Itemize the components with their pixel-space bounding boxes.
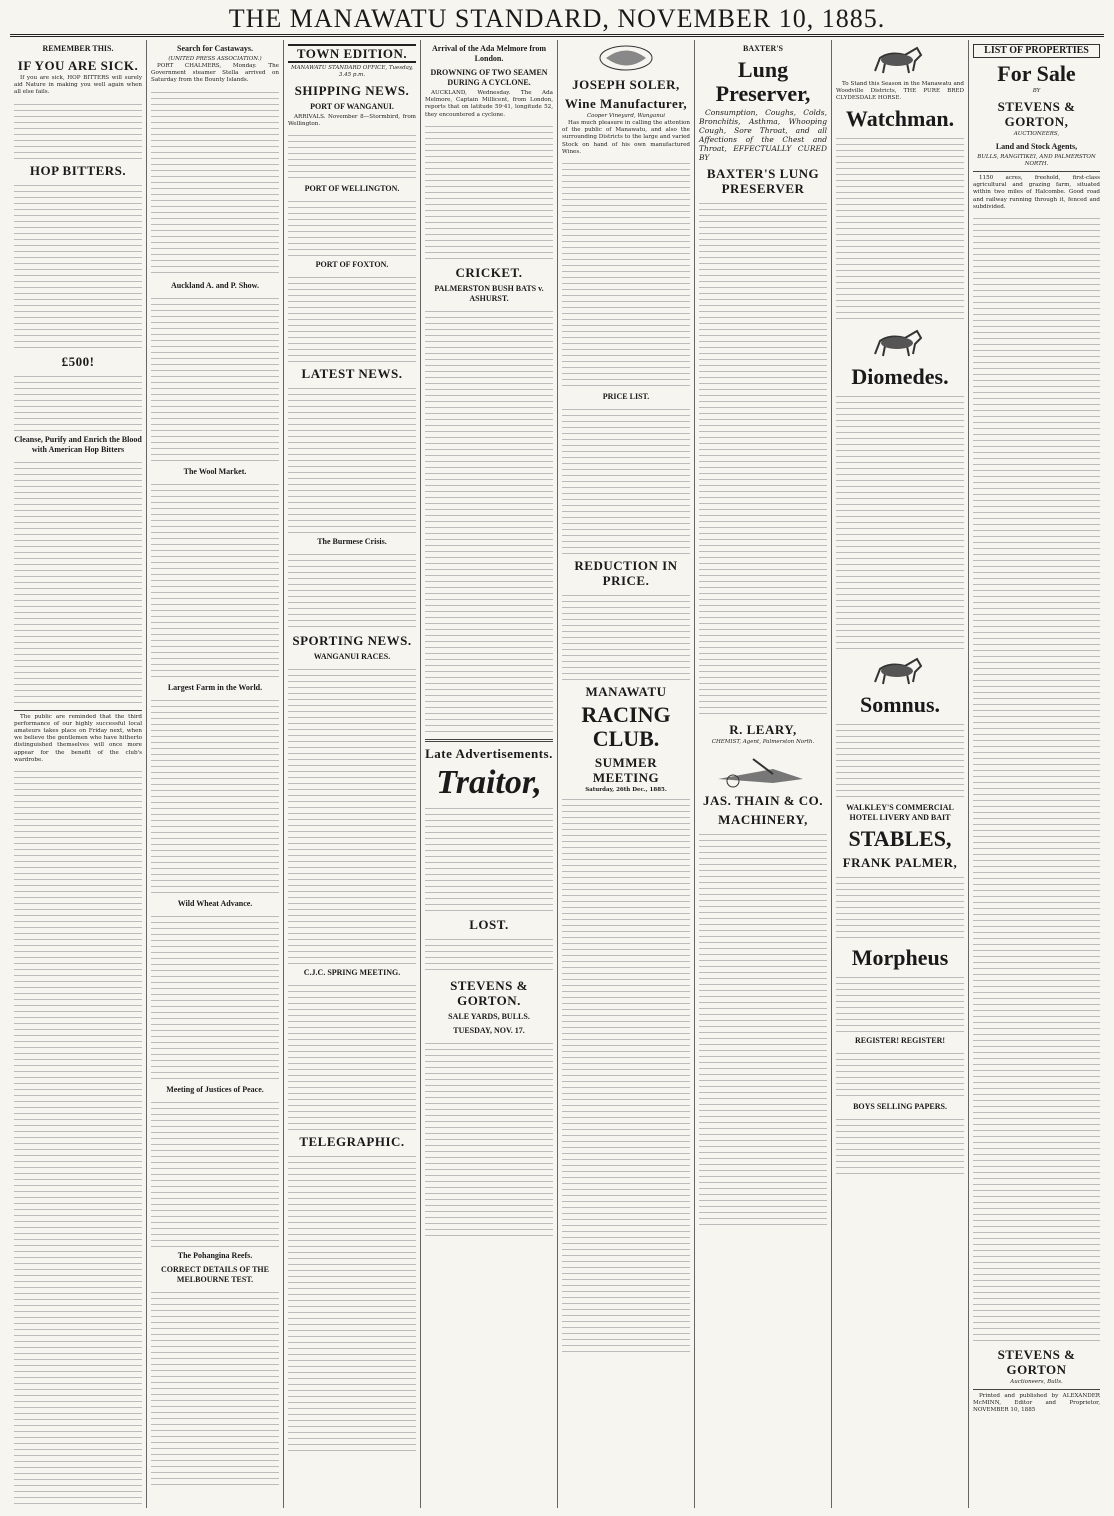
column-1 bbox=[10, 40, 147, 1508]
headline-register: REGISTER! REGISTER! bbox=[854, 1035, 946, 1045]
headline-melbourne-test: CORRECT DETAILS OF THE MELBOURNE TEST. bbox=[161, 1264, 269, 1284]
divider bbox=[14, 710, 142, 711]
text-block bbox=[562, 404, 690, 554]
auctioneers-line: AUCTIONEERS, bbox=[1013, 131, 1060, 137]
meeting-date: Saturday, 26th Dec., 1885. bbox=[585, 787, 667, 794]
headline-price-list: PRICE LIST. bbox=[602, 392, 650, 402]
column-5 bbox=[558, 40, 695, 1508]
column-6 bbox=[695, 40, 832, 1508]
text-block bbox=[151, 695, 279, 895]
headline-somnus: Somnus. bbox=[859, 691, 941, 717]
column-7 bbox=[832, 40, 969, 1508]
headline-wheat: Wild Wheat Advance. bbox=[177, 898, 253, 908]
headline-ada-melmore: Arrival of the Ada Melmore from London. bbox=[431, 44, 547, 63]
divider bbox=[425, 739, 553, 742]
headline-manawatu: MANAWATU bbox=[585, 684, 667, 700]
text-block bbox=[14, 99, 142, 159]
text-block bbox=[425, 934, 553, 974]
text-block bbox=[151, 911, 279, 1081]
headline-pohangina: The Pohangina Reefs. bbox=[177, 1250, 253, 1260]
headline-baxters-lung: BAXTER'S LUNG PRESERVER bbox=[706, 166, 820, 196]
paragraph-wine: Has much pleasure in calling the attention of the public of Manawatu, and also the surrounding Districts to the large and varied Stock on hand of his own manufactured Wines. bbox=[562, 120, 690, 155]
text-block bbox=[836, 719, 964, 799]
headline-cricket: CRICKET. bbox=[455, 264, 523, 280]
headline-port-foxton: PORT OF FOXTON. bbox=[315, 260, 389, 270]
divider bbox=[973, 1389, 1100, 1390]
text-block bbox=[836, 872, 964, 942]
headline-machinery: MACHINERY, bbox=[718, 812, 808, 827]
headline-thain: JAS. THAIN & CO. bbox=[702, 793, 824, 808]
column-4 bbox=[421, 40, 558, 1508]
paragraph-clydesdale: To Stand this Season in the Manawatu and Woodville Districts, THE PURE BRED CLYDESDALE HORSE. bbox=[836, 81, 964, 102]
headline-cjc: C.J.C. SPRING MEETING. bbox=[303, 968, 401, 978]
page-columns bbox=[10, 40, 1104, 1508]
headline-lost: LOST. bbox=[469, 916, 509, 932]
text-block bbox=[288, 664, 416, 964]
headline-auckland-show: Auckland A. and P. Show. bbox=[171, 280, 259, 290]
headline-stevens-gorton-list: STEVENS & GORTON, bbox=[997, 99, 1076, 129]
headline-hop-bitters: HOP BITTERS. bbox=[29, 162, 127, 178]
headline-summer-meeting: SUMMER MEETING bbox=[592, 755, 660, 786]
headline-remember: REMEMBER THIS. bbox=[42, 44, 114, 53]
text-block bbox=[836, 1114, 964, 1174]
column-8 bbox=[969, 40, 1104, 1508]
text-block bbox=[288, 383, 416, 533]
headline-cleanse: Cleanse, Purify and Enrich the Blood with American Hop Bitters bbox=[14, 434, 142, 454]
horse-icon bbox=[865, 43, 935, 78]
text-block bbox=[699, 829, 827, 1229]
office-line: MANAWATU STANDARD OFFICE, Tuesday, 3.45 p.m. bbox=[290, 65, 414, 78]
crest-icon bbox=[596, 43, 656, 73]
imprint: Printed and published by ALEXANDER McMINN, Editor and Proprietor, NOVEMBER 10, 1885 bbox=[973, 1393, 1100, 1414]
headline-town-edition: TOWN EDITION. bbox=[288, 44, 416, 63]
paragraph-ada-melmore: AUCKLAND, Wednesday. The Ada Melmore, Captain Millicent, from London, reports that on latitude 59·41, longitude 52, they encountered a cyclone. bbox=[425, 90, 553, 118]
vineyard-line: Cooper Vineyard, Wanganui bbox=[586, 113, 666, 119]
text-block bbox=[288, 549, 416, 629]
text-block bbox=[699, 198, 827, 718]
paragraph-property-1: 1150 acres, freehold, first-class agricultural and grazing farm, situated within two miles of Halcombe. Good road and railway running through it, fenced and subdivided. bbox=[973, 175, 1100, 210]
location-line: BULLS, RANGITIKEI, AND PALMERSTON NORTH. bbox=[977, 154, 1096, 167]
text-block bbox=[151, 1287, 279, 1487]
headline-wanganui-races: WANGANUI RACES. bbox=[313, 652, 391, 662]
headline-wool-market: The Wool Market. bbox=[183, 466, 247, 476]
headline-baxters: BAXTER'S bbox=[742, 44, 783, 53]
paragraph-sick: If you are sick, HOP BITTERS will surely aid Nature in making you well again when all else fails. bbox=[14, 75, 142, 96]
headline-land-stock: Land and Stock Agents, bbox=[995, 142, 1078, 151]
headline-stables: STABLES, bbox=[848, 825, 952, 851]
divider bbox=[973, 171, 1100, 172]
text-block bbox=[151, 87, 279, 277]
by-line: BY bbox=[1032, 88, 1041, 94]
headline-sporting: SPORTING NEWS. bbox=[292, 633, 412, 649]
headline-diomedes: Diomedes. bbox=[851, 363, 949, 389]
text-block bbox=[151, 293, 279, 463]
headline-stevens-gorton-footer: STEVENS & GORTON bbox=[997, 1347, 1076, 1378]
headline-racing-club: RACING CLUB. bbox=[581, 702, 671, 752]
headline-traitor: Traitor, bbox=[436, 763, 542, 801]
text-block bbox=[836, 1048, 964, 1098]
text-block bbox=[288, 272, 416, 362]
headline-reduction: REDUCTION IN PRICE. bbox=[574, 558, 678, 589]
headline-burmese: The Burmese Crisis. bbox=[317, 537, 387, 547]
headline-late-ads: Late Advertisements. bbox=[425, 745, 553, 761]
text-block bbox=[973, 213, 1100, 1343]
headline-castaways: Search for Castaways. bbox=[177, 44, 253, 53]
chemist-line: CHEMIST, Agent, Palmerston North. bbox=[711, 739, 815, 745]
text-block bbox=[836, 133, 964, 323]
text-block bbox=[14, 766, 142, 1508]
headline-telegraphic: TELEGRAPHIC. bbox=[299, 1134, 405, 1150]
horse-icon bbox=[865, 326, 935, 361]
text-block bbox=[14, 180, 142, 350]
text-block bbox=[425, 121, 553, 261]
headline-joseph-soler: JOSEPH SOLER, bbox=[572, 77, 680, 92]
paragraph-castaways: PORT CHALMERS, Monday. The Government steamer Stella arrived on Saturday from the Bounty Islands. bbox=[151, 63, 279, 84]
text-block bbox=[836, 972, 964, 1032]
text-block bbox=[836, 391, 964, 651]
text-block bbox=[562, 590, 690, 680]
paragraph-arrivals: ARRIVALS. November 8—Stormbird, from Wellington. bbox=[288, 114, 416, 128]
headline-largest-farm: Largest Farm in the World. bbox=[167, 682, 263, 692]
headline-stevens-gorton: STEVENS & GORTON. bbox=[450, 977, 528, 1008]
headline-watchman: Watchman. bbox=[845, 105, 955, 131]
plough-icon bbox=[713, 749, 813, 789]
horse-icon bbox=[865, 654, 935, 689]
column-3 bbox=[284, 40, 421, 1508]
credit-line: (UNITED PRESS ASSOCIATION.) bbox=[168, 56, 262, 62]
text-block bbox=[288, 196, 416, 256]
text-block bbox=[562, 158, 690, 388]
headline-drowning: DROWNING OF TWO SEAMEN DURING A CYCLONE. bbox=[430, 68, 548, 87]
text-block bbox=[151, 479, 279, 679]
headline-frank-palmer: FRANK PALMER, bbox=[842, 854, 958, 870]
headline-list-properties: LIST OF PROPERTIES bbox=[973, 44, 1100, 58]
masthead: THE MANAWATU STANDARD, NOVEMBER 10, 1885. bbox=[10, 4, 1104, 37]
headline-latest-news: LATEST NEWS. bbox=[301, 366, 403, 382]
headline-bush-bats: PALMERSTON BUSH BATS v. ASHURST. bbox=[434, 283, 544, 303]
headline-sick: IF YOU ARE SICK. bbox=[17, 58, 139, 73]
text-block bbox=[151, 1097, 279, 1247]
text-block bbox=[14, 371, 142, 431]
paragraph-amateurs: The public are reminded that the third performance of our highly successful local amateurs takes place on Friday next, when we believe the gentlemen who have hitherto distinguished themselves will once more appear for the benefit of the club's wardrobe. bbox=[14, 713, 142, 763]
text-block bbox=[425, 306, 553, 736]
headline-lung-preserver: Lung Preserver, bbox=[715, 57, 811, 106]
headline-wine: Wine Manufacturer, bbox=[564, 96, 688, 111]
headline-boys-papers: BOYS SELLING PAPERS. bbox=[853, 1101, 947, 1111]
headline-port-wellington: PORT OF WELLINGTON. bbox=[304, 184, 400, 194]
headline-for-sale: For Sale bbox=[997, 61, 1076, 86]
text-block bbox=[288, 130, 416, 180]
headline-walkleys: WALKLEY'S COMMERCIAL HOTEL LIVERY AND BAIT bbox=[846, 802, 954, 822]
auctioneers-bulls: Auctioneers, Bulls. bbox=[1010, 1379, 1063, 1386]
headline-sale-yards: SALE YARDS, BULLS. bbox=[448, 1011, 530, 1021]
text-block bbox=[288, 980, 416, 1130]
text-block bbox=[425, 1038, 553, 1238]
column-2 bbox=[147, 40, 284, 1508]
headline-reward: £500! bbox=[61, 353, 95, 369]
headline-justices: Meeting of Justices of Peace. bbox=[166, 1084, 264, 1094]
paragraph-cures: Consumption, Coughs, Colds, Bronchitis, Asthma, Whooping Cough, Sore Throat, and all Affections of the Chest and Throat, EFFECTUALLY CURED BY bbox=[699, 108, 827, 162]
headline-leary: R. LEARY, bbox=[729, 722, 797, 737]
text-block bbox=[288, 1151, 416, 1451]
headline-port-wanganui: PORT OF WANGANUI. bbox=[310, 102, 394, 111]
headline-shipping: SHIPPING NEWS. bbox=[294, 83, 410, 98]
headline-morpheus: Morpheus bbox=[851, 944, 949, 970]
text-block bbox=[425, 803, 553, 913]
headline-sale-date: TUESDAY, NOV. 17. bbox=[453, 1025, 525, 1035]
text-block bbox=[14, 457, 142, 707]
text-block bbox=[562, 794, 690, 1354]
